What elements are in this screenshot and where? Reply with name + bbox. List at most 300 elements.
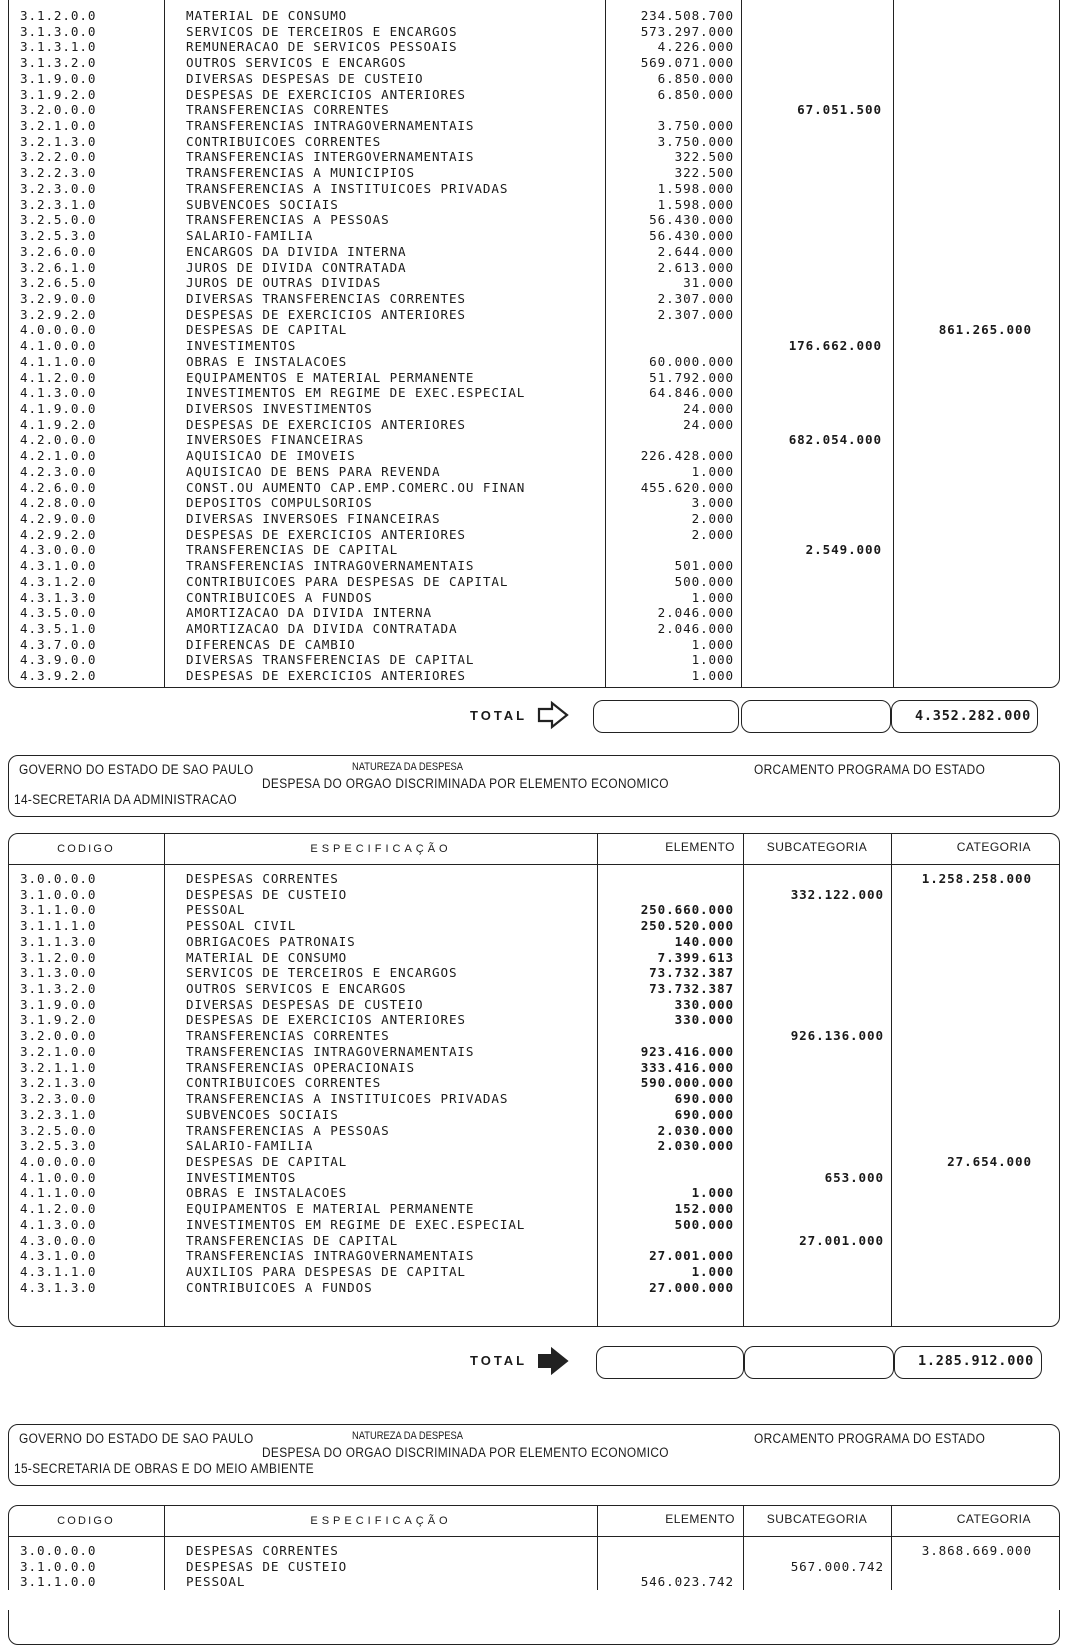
table-row-elemento (600, 887, 734, 903)
table-row-categoria (894, 1107, 1032, 1123)
table-row-spec: AUXILIOS PARA DESPESAS DE CAPITAL (186, 1263, 466, 1279)
table-row-code: 3.1.3.0.0 (20, 965, 97, 981)
arrow-right-icon (536, 1346, 570, 1376)
table-row-categoria (894, 950, 1032, 966)
table-row-spec: DESPESAS DE EXERCICIOS ANTERIORES (186, 306, 466, 322)
table-row-categoria (896, 55, 1032, 71)
table-row-elemento (600, 1559, 734, 1575)
table-row-categoria (894, 887, 1032, 903)
table-row-code: 3.1.1.0.0 (20, 1574, 97, 1590)
table-row-elemento: 2.000 (691, 526, 734, 542)
table-row-spec: CONST.OU AUMENTO CAP.EMP.COMERC.OU FINAN (186, 479, 526, 495)
total-subcategoria-box (741, 700, 891, 733)
header-codigo: CODIGO (57, 843, 115, 855)
table-row-elemento: 27.001.000 (649, 1248, 734, 1264)
table-row-code: 4.3.0.0.0 (20, 1232, 97, 1248)
table-row-code: 4.1.2.0.0 (20, 369, 97, 385)
table-row-code: 4.0.0.0.0 (20, 322, 97, 338)
table-row-elemento (600, 1543, 734, 1559)
table-row-categoria (894, 965, 1032, 981)
table-row-spec: TRANSFERENCIAS INTRAGOVERNAMENTAIS (186, 1043, 475, 1059)
table-row-categoria (894, 997, 1032, 1013)
table-row-subcategoria (744, 370, 882, 386)
table-row-subcategoria (744, 181, 882, 197)
table-row-elemento (600, 1154, 734, 1170)
table-row-elemento: 501.000 (674, 558, 734, 574)
table-row-code: 3.2.5.3.0 (20, 1138, 97, 1154)
table-row-spec: SUBVENCOES SOCIAIS (186, 196, 339, 212)
table-row-code: 3.2.0.0.0 (20, 102, 97, 118)
table-row-spec: MATERIAL DE CONSUMO (186, 949, 348, 965)
table-row-subcategoria: 176.662.000 (788, 338, 882, 354)
table-row-categoria (896, 71, 1032, 87)
table-row-spec: TRANSFERENCIAS INTRAGOVERNAMENTAIS (186, 1248, 475, 1264)
table-row-code: 4.2.8.0.0 (20, 495, 97, 511)
table-row-spec: CONTRIBUICOES CORRENTES (186, 133, 382, 149)
header-especificacao: ESPECIFICAÇÃO (310, 843, 452, 855)
organ-name: 15-SECRETARIA DE OBRAS E DO MEIO AMBIENTE (14, 1461, 315, 1476)
government-label: GOVERNO DO ESTADO DE SAO PAULO (19, 762, 254, 777)
table-row-elemento: 1.000 (691, 589, 734, 605)
table-row-categoria (894, 1170, 1032, 1186)
page-cutoff (0, 1590, 1068, 1610)
subcategoria-column (746, 871, 884, 1295)
table-row-code: 3.0.0.0.0 (20, 871, 97, 886)
table-row-categoria (894, 1559, 1032, 1575)
table-row-elemento: 6.850.000 (657, 70, 734, 86)
table-row-spec: OUTROS SERVICOS E ENCARGOS (186, 981, 407, 997)
table-row-elemento: 152.000 (674, 1201, 734, 1217)
table-row-categoria (896, 260, 1032, 276)
table-row-code: 4.2.1.0.0 (20, 448, 97, 464)
table-row-spec: INVESTIMENTOS EM REGIME DE EXEC.ESPECIAL (186, 1216, 526, 1232)
table-row-subcategoria (746, 1264, 884, 1280)
table-row-spec: DESPESAS DE EXERCICIOS ANTERIORES (186, 668, 466, 684)
table-row-categoria (896, 637, 1032, 653)
table-row-elemento: 546.023.742 (640, 1574, 734, 1590)
table-row-elemento: 24.000 (683, 400, 734, 416)
table-row-subcategoria (744, 354, 882, 370)
table-row-code: 3.2.2.3.0 (20, 165, 97, 181)
table-row-categoria (896, 24, 1032, 40)
table-row-elemento: 73.732.387 (649, 981, 734, 997)
table-row-subcategoria (744, 228, 882, 244)
table-row-spec: DIVERSAS INVERSOES FINANCEIRAS (186, 511, 441, 526)
header-elemento: ELEMENTO (665, 840, 735, 854)
table-row-code: 4.3.1.3.0 (20, 1279, 97, 1295)
table-row-elemento: 923.416.000 (640, 1043, 734, 1059)
table-row-categoria (896, 621, 1032, 637)
header-elemento: ELEMENTO (665, 1512, 735, 1526)
table-row-code: 4.2.9.0.0 (20, 511, 97, 526)
table-row-subcategoria (744, 574, 882, 590)
table-row-subcategoria (746, 1075, 884, 1091)
table-row-subcategoria (744, 385, 882, 401)
column-divider (164, 833, 165, 1327)
table-row-subcategoria (746, 965, 884, 981)
table-row-categoria (894, 1185, 1032, 1201)
table-row-elemento: 51.792.000 (649, 369, 734, 385)
table-row-subcategoria (746, 1154, 884, 1170)
table-row-code: 4.1.9.0.0 (20, 400, 97, 416)
table-row-spec: INVESTIMENTOS (186, 1169, 297, 1185)
table-row-categoria (894, 1060, 1032, 1076)
table-row-code: 3.2.3.1.0 (20, 1106, 97, 1122)
table-row-code: 4.3.9.0.0 (20, 652, 97, 668)
nature-label: NATUREZA DA DESPESA (352, 1430, 464, 1442)
table-row-categoria: 27.654.000 (947, 1153, 1032, 1169)
table-row-subcategoria (746, 1138, 884, 1154)
government-label: GOVERNO DO ESTADO DE SAO PAULO (19, 1431, 254, 1446)
table-row-spec: REMUNERACAO DE SERVICOS PESSOAIS (186, 39, 458, 55)
table-row-subcategoria (744, 212, 882, 228)
table-row-categoria (896, 181, 1032, 197)
table-row-code: 4.1.2.0.0 (20, 1201, 97, 1217)
table-row-elemento: 6.850.000 (657, 86, 734, 102)
table-row-elemento (600, 1233, 734, 1249)
table-row-code: 4.1.0.0.0 (20, 1169, 97, 1185)
table-row-categoria (896, 307, 1032, 323)
table-row-code: 4.1.3.0.0 (20, 385, 97, 401)
table-row-spec: TRANSFERENCIAS DE CAPITAL (186, 542, 399, 558)
table-row-code: 4.1.1.0.0 (20, 353, 97, 369)
table-row-categoria (894, 1574, 1032, 1590)
table-row-subcategoria (744, 149, 882, 165)
table-row-code: 3.1.2.0.0 (20, 8, 97, 23)
table-row-spec: DESPESAS DE CAPITAL (186, 1153, 348, 1169)
table-row-categoria (894, 1138, 1032, 1154)
table-row-spec: TRANSFERENCIAS A MUNICIPIOS (186, 165, 416, 181)
header-categoria: CATEGORIA (956, 840, 1031, 854)
table-row-categoria (894, 1028, 1032, 1044)
table-row-code: 3.2.0.0.0 (20, 1028, 97, 1044)
table-row-code: 3.2.3.0.0 (20, 180, 97, 196)
table-row-code: 4.2.3.0.0 (20, 463, 97, 479)
table-row-spec: DESPESAS DE EXERCICIOS ANTERIORES (186, 526, 466, 542)
header-underline (9, 1536, 1059, 1537)
table-row-spec: DESPESAS CORRENTES (186, 1543, 339, 1558)
table-row-elemento: 2.030.000 (657, 1138, 734, 1154)
table-row-subcategoria (744, 511, 882, 527)
elemento-column (608, 8, 734, 684)
table-row-subcategoria (744, 165, 882, 181)
table-row-code: 3.2.6.5.0 (20, 275, 97, 291)
table-row-elemento: 569.071.000 (640, 55, 734, 71)
table-row-code: 3.2.9.2.0 (20, 306, 97, 322)
table-row-subcategoria (746, 1060, 884, 1076)
table-row-categoria (896, 8, 1032, 24)
table-row-subcategoria (744, 590, 882, 606)
table-row-spec: TRANSFERENCIAS A INSTITUICOES PRIVADAS (186, 1091, 509, 1107)
table-row-code: 3.1.1.3.0 (20, 933, 97, 949)
codigo-column (20, 1543, 160, 1590)
table-row-categoria (896, 149, 1032, 165)
table-row-spec: TRANSFERENCIAS A PESSOAS (186, 212, 390, 228)
table-row-code: 3.1.9.0.0 (20, 70, 97, 86)
table-row-subcategoria (744, 480, 882, 496)
table-row-subcategoria (746, 1543, 884, 1559)
table-row-categoria (894, 1123, 1032, 1139)
table-row-subcategoria (746, 981, 884, 997)
subcategoria-column (744, 8, 882, 684)
table-row-subcategoria (744, 527, 882, 543)
table-row-categoria (896, 118, 1032, 134)
table-row-code: 3.1.1.1.0 (20, 918, 97, 934)
especificacao-column (186, 8, 596, 684)
table-row-code: 3.1.3.2.0 (20, 981, 97, 997)
table-row-subcategoria (746, 1248, 884, 1264)
table-row-elemento: 690.000 (674, 1091, 734, 1107)
table-row-elemento: 226.428.000 (640, 448, 734, 464)
table-row-subcategoria (744, 307, 882, 323)
table-row-subcategoria (744, 417, 882, 433)
table-row-elemento: 1.000 (691, 1263, 734, 1279)
table-row-spec: CONTRIBUICOES A FUNDOS (186, 589, 373, 605)
table-row-spec: TRANSFERENCIAS CORRENTES (186, 1028, 390, 1044)
table-row-categoria (894, 918, 1032, 934)
table-row-elemento: 2.030.000 (657, 1122, 734, 1138)
table-row-elemento (600, 1028, 734, 1044)
table-row-spec: SALARIO-FAMILIA (186, 228, 314, 244)
table-row-code: 4.3.1.2.0 (20, 573, 97, 589)
total-subcategoria-box (744, 1346, 894, 1379)
table-row-spec: AMORTIZACAO DA DIVIDA INTERNA (186, 605, 432, 621)
table-row-subcategoria (744, 652, 882, 668)
table-row-elemento: 330.000 (674, 996, 734, 1012)
table-row-subcategoria (746, 934, 884, 950)
table-row-categoria (896, 338, 1032, 354)
table-row-elemento: 590.000.000 (640, 1075, 734, 1091)
table-row-elemento: 1.598.000 (657, 196, 734, 212)
table-row-elemento: 2.046.000 (657, 621, 734, 637)
table-row-spec: MATERIAL DE CONSUMO (186, 8, 348, 23)
column-divider (891, 833, 892, 1327)
table-row-code: 4.1.1.0.0 (20, 1185, 97, 1201)
table-row-subcategoria: 567.000.742 (790, 1558, 884, 1574)
table-row-spec: TRANSFERENCIAS A INSTITUICOES PRIVADAS (186, 180, 509, 196)
table-row-spec: TRANSFERENCIAS A PESSOAS (186, 1122, 390, 1138)
table-row-elemento (600, 1170, 734, 1186)
table-row-elemento: 1.000 (691, 668, 734, 684)
categoria-column (894, 1543, 1032, 1590)
table-row-code: 3.2.3.0.0 (20, 1091, 97, 1107)
especificacao-column (186, 1543, 596, 1590)
table-row-categoria (896, 448, 1032, 464)
especificacao-column (186, 871, 596, 1295)
header-categoria: CATEGORIA (956, 1512, 1031, 1526)
table-row-categoria (896, 511, 1032, 527)
table-row-elemento: 2.046.000 (657, 605, 734, 621)
categoria-column (896, 8, 1032, 684)
table-row-subcategoria (744, 605, 882, 621)
table-row-spec: TRANSFERENCIAS DE CAPITAL (186, 1232, 399, 1248)
total-categoria-value: 4.352.282.000 (914, 708, 1031, 724)
table-row-elemento: 250.660.000 (640, 902, 734, 918)
header-underline (9, 864, 1059, 865)
table-row-subcategoria (746, 1012, 884, 1028)
table-row-code: 3.1.3.2.0 (20, 55, 97, 71)
table-row-spec: SUBVENCOES SOCIAIS (186, 1106, 339, 1122)
table-row-spec: SERVICOS DE TERCEIROS E ENCARGOS (186, 965, 458, 981)
table-row-categoria (896, 605, 1032, 621)
header-especificacao: ESPECIFICAÇÃO (310, 1515, 452, 1527)
table-row-spec: DIVERSAS DESPESAS DE CUSTEIO (186, 70, 424, 86)
table-row-elemento: 455.620.000 (640, 479, 734, 495)
table-row-subcategoria (744, 55, 882, 71)
table-row-code: 3.2.5.0.0 (20, 212, 97, 228)
table-row-spec: EQUIPAMENTOS E MATERIAL PERMANENTE (186, 369, 475, 385)
column-divider (605, 0, 606, 688)
arrow-right-icon (536, 700, 570, 730)
header-subcategoria: SUBCATEGORIA (766, 840, 868, 854)
table-row-elemento: 73.732.387 (649, 965, 734, 981)
table-row-categoria (896, 432, 1032, 448)
table-row-code: 3.1.3.0.0 (20, 23, 97, 39)
table-row-spec: TRANSFERENCIAS CORRENTES (186, 102, 390, 118)
table-row-categoria (894, 1201, 1032, 1217)
table-row-categoria (896, 165, 1032, 181)
subcategoria-column (746, 1543, 884, 1590)
table-row-code: 3.1.0.0.0 (20, 886, 97, 902)
table-row-code: 3.2.1.0.0 (20, 118, 97, 134)
table-row-elemento: 1.598.000 (657, 180, 734, 196)
table-row-elemento: 3.750.000 (657, 133, 734, 149)
table-row-elemento: 690.000 (674, 1106, 734, 1122)
table-row-categoria (894, 934, 1032, 950)
table-row-elemento: 3.750.000 (657, 118, 734, 134)
table-row-categoria (896, 574, 1032, 590)
codigo-column (20, 8, 160, 684)
table-row-code: 4.2.0.0.0 (20, 432, 97, 448)
table-row-subcategoria (746, 1123, 884, 1139)
table-row-code: 3.2.5.3.0 (20, 228, 97, 244)
table-row-elemento: 27.000.000 (649, 1279, 734, 1295)
table-row-code: 3.1.9.0.0 (20, 996, 97, 1012)
table-row-spec: INVERSOES FINANCEIRAS (186, 432, 365, 448)
table-row-spec: DESPESAS DE EXERCICIOS ANTERIORES (186, 86, 466, 102)
table-row-categoria (896, 197, 1032, 213)
table-row-code: 4.1.3.0.0 (20, 1216, 97, 1232)
table-row-spec: JUROS DE OUTRAS DIVIDAS (186, 275, 382, 291)
header-codigo: CODIGO (57, 1515, 115, 1527)
table-row-elemento: 234.508.700 (640, 8, 734, 23)
table-row-spec: SALARIO-FAMILIA (186, 1138, 314, 1154)
table-row-subcategoria (746, 1044, 884, 1060)
table-row-spec: TRANSFERENCIAS INTERGOVERNAMENTAIS (186, 149, 475, 165)
table-row-elemento: 500.000 (674, 573, 734, 589)
table-row-spec: INVESTIMENTOS EM REGIME DE EXEC.ESPECIAL (186, 385, 526, 401)
table-row-code: 3.2.9.0.0 (20, 290, 97, 306)
table-row-code: 4.3.1.3.0 (20, 589, 97, 605)
table-row-code: 3.2.2.0.0 (20, 149, 97, 165)
table-row-categoria (896, 354, 1032, 370)
report-subtitle: DESPESA DO ORGAO DISCRIMINADA POR ELEMENTO ECONOMICO (262, 1445, 669, 1460)
nature-label: NATUREZA DA DESPESA (352, 761, 464, 773)
table-row-spec: JUROS DE DIVIDA CONTRATADA (186, 259, 407, 275)
budget-program-label: ORCAMENTO PROGRAMA DO ESTADO (754, 1431, 986, 1446)
table-row-categoria (894, 1075, 1032, 1091)
table-row-elemento: 56.430.000 (649, 228, 734, 244)
table-row-categoria (894, 1217, 1032, 1233)
table-row-categoria (896, 102, 1032, 118)
table-row-subcategoria (744, 464, 882, 480)
table-row-code: 4.3.5.0.0 (20, 605, 97, 621)
table-row-categoria (896, 87, 1032, 103)
table-row-spec: PESSOAL (186, 902, 246, 918)
table-row-subcategoria (744, 495, 882, 511)
table-row-subcategoria (746, 997, 884, 1013)
budget-program-label: ORCAMENTO PROGRAMA DO ESTADO (754, 762, 986, 777)
table-row-code: 3.2.1.1.0 (20, 1059, 97, 1075)
table-row-spec: OBRAS E INSTALACOES (186, 1185, 348, 1201)
table-row-code: 4.0.0.0.0 (20, 1153, 97, 1169)
table-row-subcategoria (744, 291, 882, 307)
table-row-subcategoria (746, 1091, 884, 1107)
table-row-categoria (896, 558, 1032, 574)
table-row-subcategoria: 2.549.000 (805, 542, 882, 558)
table-row-categoria (896, 134, 1032, 150)
table-row-subcategoria (744, 260, 882, 276)
table-row-subcategoria: 332.122.000 (790, 886, 884, 902)
table-row-elemento: 2.307.000 (657, 290, 734, 306)
table-row-subcategoria (746, 1201, 884, 1217)
table-row-subcategoria (744, 244, 882, 260)
table-row-elemento: 31.000 (683, 275, 734, 291)
table-row-elemento: 2.000 (691, 511, 734, 526)
table-row-subcategoria (744, 71, 882, 87)
header-subcategoria: SUBCATEGORIA (766, 1512, 868, 1526)
table-row-spec: CONTRIBUICOES PARA DESPESAS DE CAPITAL (186, 573, 509, 589)
table-row-subcategoria (744, 24, 882, 40)
table-row-elemento: 250.520.000 (640, 918, 734, 934)
table-row-spec: DESPESAS DE CUSTEIO (186, 886, 348, 902)
table-row-elemento: 500.000 (674, 1216, 734, 1232)
table-row-spec: DEPOSITOS COMPULSORIOS (186, 495, 373, 511)
table-row-elemento: 60.000.000 (649, 353, 734, 369)
table-row-code: 3.1.3.1.0 (20, 39, 97, 55)
table-row-elemento: 1.000 (691, 636, 734, 652)
organ-name: 14-SECRETARIA DA ADMINISTRACAO (14, 792, 237, 807)
table-row-spec: AMORTIZACAO DA DIVIDA CONTRATADA (186, 621, 458, 637)
table-row-code: 4.3.1.1.0 (20, 1263, 97, 1279)
table-row-code: 4.3.9.2.0 (20, 668, 97, 684)
table-row-subcategoria (744, 8, 882, 24)
table-row-code: 3.1.9.2.0 (20, 86, 97, 102)
table-row-elemento: 2.644.000 (657, 243, 734, 259)
table-row-code: 4.1.9.2.0 (20, 416, 97, 432)
total-label: TOTAL (470, 1353, 528, 1368)
total-elemento-box (593, 700, 739, 733)
table-row-elemento (608, 338, 734, 354)
table-row-categoria (896, 401, 1032, 417)
table-row-subcategoria (744, 448, 882, 464)
table-row-subcategoria (746, 1574, 884, 1590)
table-row-code: 3.2.6.0.0 (20, 243, 97, 259)
elemento-column (600, 871, 734, 1295)
table-row-elemento: 322.500 (674, 165, 734, 181)
table-row-spec: OBRAS E INSTALACOES (186, 353, 348, 369)
table-row-categoria (896, 590, 1032, 606)
table-row-subcategoria (744, 87, 882, 103)
table-row-spec: AQUISICAO DE BENS PARA REVENDA (186, 463, 441, 479)
table-row-elemento: 4.226.000 (657, 39, 734, 55)
table-row-spec: ENCARGOS DA DIVIDA INTERNA (186, 243, 407, 259)
table-row-elemento: 2.613.000 (657, 259, 734, 275)
table-row-elemento: 322.500 (674, 149, 734, 165)
table-row-categoria (896, 228, 1032, 244)
table-row-code: 3.1.2.0.0 (20, 949, 97, 965)
table-row-spec: DIVERSOS INVESTIMENTOS (186, 400, 373, 416)
